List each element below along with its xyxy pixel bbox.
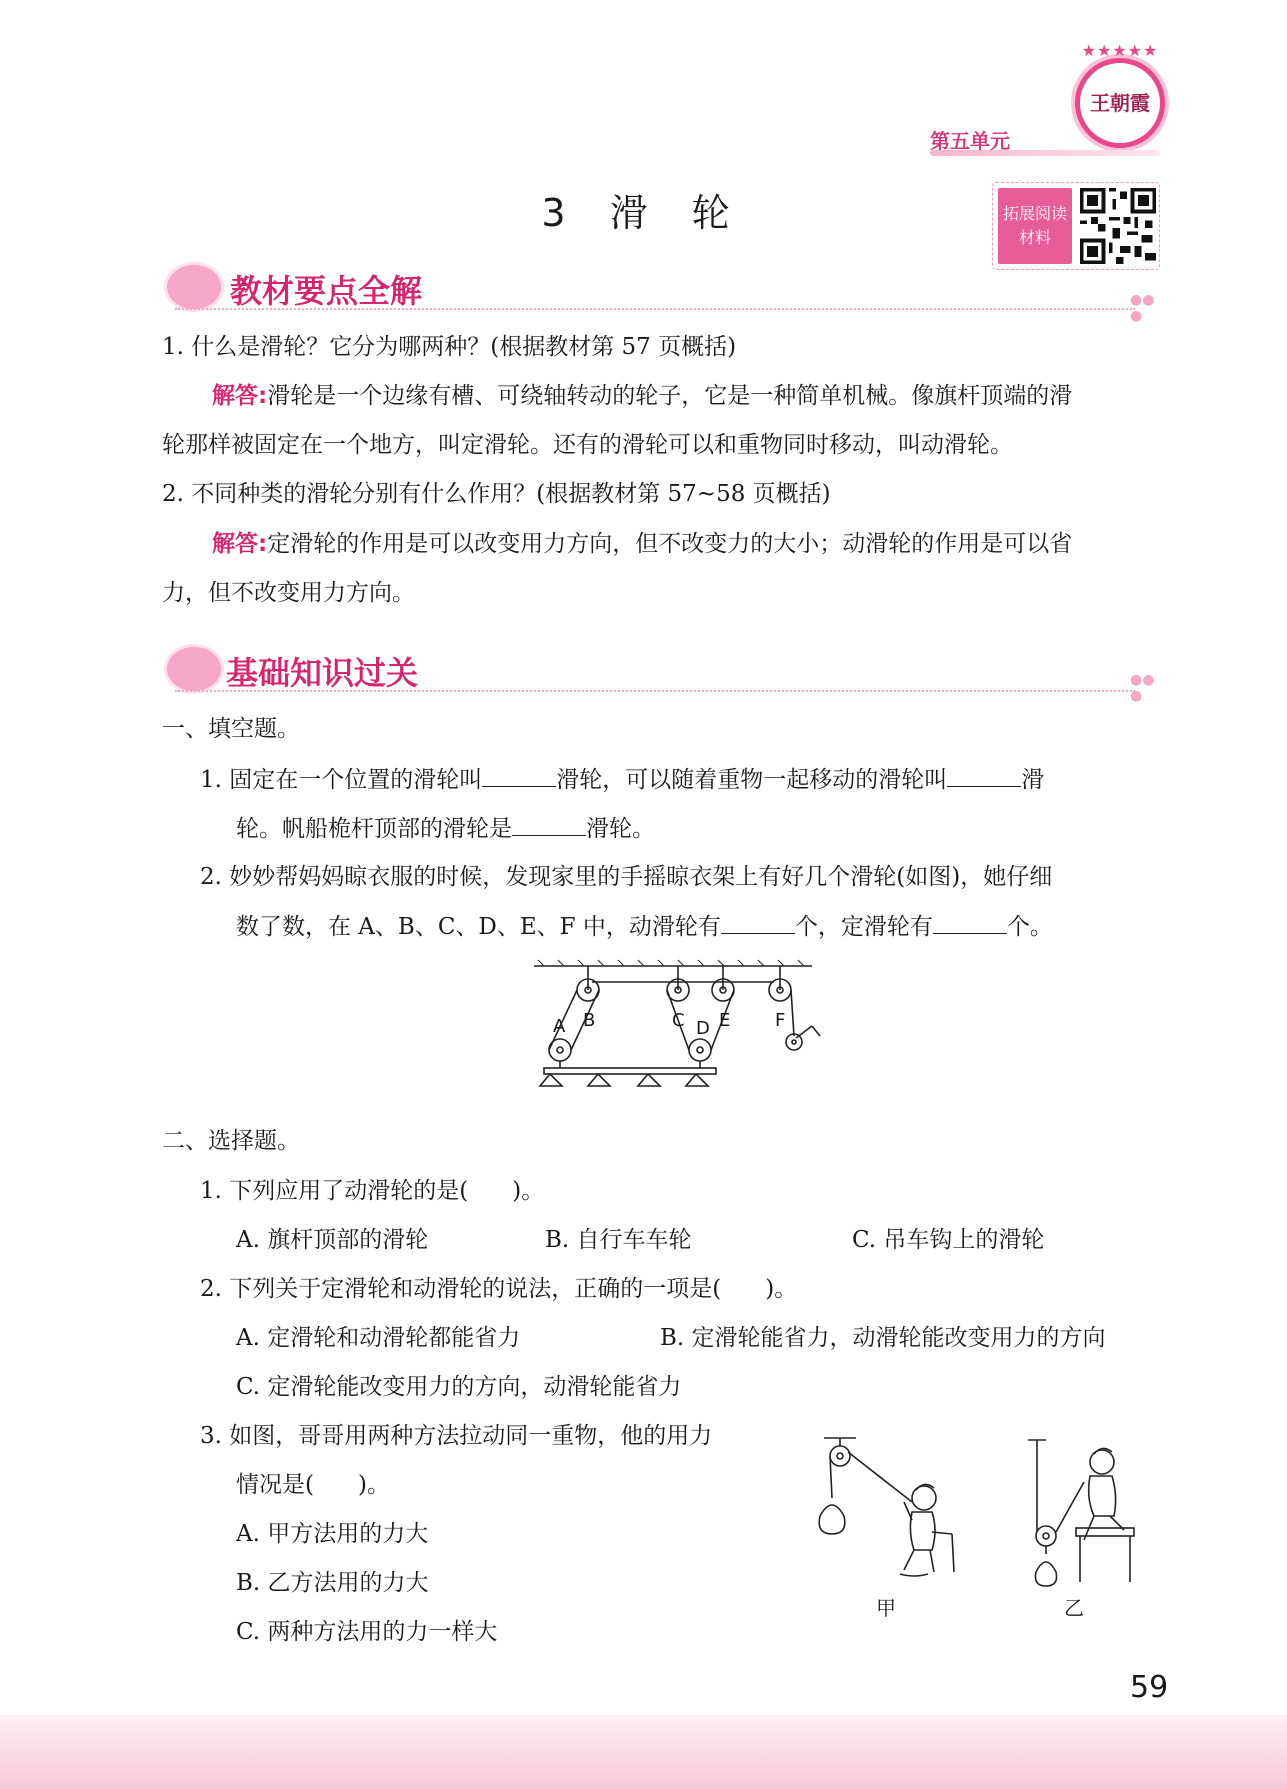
fill-2-line2 bbox=[236, 915, 1053, 939]
answer-blank[interactable] bbox=[933, 915, 1007, 934]
fill-1-text-d: 轮。帆船桅杆顶部的滑轮是 bbox=[236, 816, 512, 842]
choice-2-stem bbox=[200, 1278, 797, 1301]
section-student-icon bbox=[164, 644, 224, 694]
choice-3-option-a[interactable]: A. 甲方法用的力大 bbox=[236, 1521, 429, 1547]
figure-jia-fixed-pulley bbox=[812, 1432, 972, 1592]
answer-blank[interactable] bbox=[721, 915, 795, 934]
fill-1-text-e: 滑轮。 bbox=[586, 816, 655, 842]
choice-1-option-a[interactable]: A. 旗杆顶部的滑轮 bbox=[236, 1227, 429, 1253]
pulley-label-c: C bbox=[672, 1010, 685, 1031]
fill-2-text-c: 个。 bbox=[1006, 914, 1053, 940]
qr-label[interactable] bbox=[998, 188, 1072, 264]
pulley-label-f: F bbox=[775, 1010, 786, 1031]
choice-1-stem bbox=[200, 1180, 544, 1203]
choice-2-text-b: )。 bbox=[765, 1276, 798, 1302]
answer-1-line2: 轮那样被固定在一个地方，叫定滑轮。还有的滑轮可以和重物同时移动，叫动滑轮。 bbox=[162, 432, 1013, 458]
fill-2-text-a: 数了数，在 A、B、C、D、E、F 中，动滑轮有 bbox=[236, 914, 721, 940]
fill-1-line2 bbox=[236, 817, 655, 841]
question-2: 2. 不同种类的滑轮分别有什么作用？(根据教材第 57~58 页概括) bbox=[162, 481, 831, 507]
part1-heading: 一、填空题。 bbox=[162, 716, 300, 742]
fill-1-text-b: 滑轮，可以随着重物一起移动的滑轮叫 bbox=[556, 767, 948, 793]
choice-3-option-b[interactable]: B. 乙方法用的力大 bbox=[236, 1570, 429, 1596]
choice-2-option-a[interactable]: A. 定滑轮和动滑轮都能省力 bbox=[236, 1325, 521, 1351]
section2-dots: ●● ● bbox=[1130, 672, 1155, 704]
section1-divider bbox=[175, 308, 1135, 310]
choice-1-option-c[interactable]: C. 吊车钩上的滑轮 bbox=[852, 1227, 1045, 1253]
choice-1-option-b[interactable]: B. 自行车车轮 bbox=[545, 1227, 692, 1253]
choice-2-text-a: 2. 下列关于定滑轮和动滑轮的说法，正确的一项是( bbox=[200, 1276, 722, 1302]
pulley-label-b: B bbox=[583, 1010, 596, 1031]
question-1: 1. 什么是滑轮？它分为哪两种？(根据教材第 57 页概括) bbox=[162, 334, 737, 360]
answer-1-text: 滑轮是一个边缘有槽、可绕轴转动的轮子，它是一种简单机械。像旗杆顶端的滑 bbox=[267, 383, 1073, 409]
answer-1-line1 bbox=[212, 385, 1072, 408]
lesson-title: 3 滑 轮 bbox=[541, 191, 746, 235]
figure-yi-movable-pulley bbox=[1010, 1432, 1150, 1592]
part2-heading: 二、选择题。 bbox=[162, 1128, 300, 1154]
answer-2-line1 bbox=[212, 533, 1072, 556]
pulley-label-d: D bbox=[696, 1018, 710, 1039]
choice-1-text-a: 1. 下列应用了动滑轮的是( bbox=[200, 1178, 469, 1204]
choice-3-text-a: 情况是( bbox=[236, 1472, 314, 1498]
answer-label: 解答: bbox=[212, 531, 268, 557]
figure-label-yi: 乙 bbox=[1064, 1596, 1084, 1620]
qr-label-line1: 拓展阅读 bbox=[1002, 204, 1067, 223]
choice-3-text-b: )。 bbox=[357, 1472, 390, 1498]
brand-badge bbox=[1075, 41, 1165, 148]
pulley-label-a: A bbox=[553, 1016, 566, 1037]
fill-2-line1: 2. 妙妙帮妈妈晾衣服的时候，发现家里的手摇晾衣架上有好几个滑轮(如图)，她仔细 bbox=[200, 864, 1053, 890]
fill-2-text-b: 个，定滑轮有 bbox=[794, 914, 933, 940]
section2-divider bbox=[175, 690, 1135, 692]
section1-title: 教材要点全解 bbox=[230, 272, 423, 310]
choice-3-option-c[interactable]: C. 两种方法用的力一样大 bbox=[236, 1619, 498, 1645]
footer-band bbox=[0, 1715, 1287, 1789]
star-icons: ★★★★★ bbox=[1081, 41, 1159, 60]
pulley-label-e: E bbox=[719, 1010, 731, 1031]
choice-1-text-b: )。 bbox=[512, 1178, 545, 1204]
answer-blank[interactable] bbox=[512, 817, 586, 836]
answer-2-text: 定滑轮的作用是可以改变用力方向，但不改变力的大小；动滑轮的作用是可以省 bbox=[267, 531, 1073, 557]
brand-name: 王朝霞 bbox=[1090, 91, 1150, 115]
answer-label: 解答: bbox=[212, 383, 268, 409]
choice-3-stem-line1: 3. 如图，哥哥用两种方法拉动同一重物，他的用力 bbox=[200, 1423, 713, 1449]
choice-2-option-c[interactable]: C. 定滑轮能改变用力的方向，动滑轮能省力 bbox=[236, 1374, 682, 1400]
answer-blank[interactable] bbox=[482, 768, 556, 787]
choice-3-stem-line2 bbox=[236, 1474, 390, 1497]
answer-2-line2: 力，但不改变用力方向。 bbox=[162, 580, 415, 606]
section2-title: 基础知识过关 bbox=[226, 654, 419, 692]
figure-label-jia: 甲 bbox=[876, 1596, 896, 1620]
choice-2-option-b[interactable]: B. 定滑轮能省力，动滑轮能改变用力的方向 bbox=[660, 1325, 1106, 1351]
page-number: 59 bbox=[1130, 1670, 1169, 1705]
qr-code-icon[interactable] bbox=[1080, 188, 1156, 264]
fill-1-line1 bbox=[200, 768, 1044, 792]
answer-blank[interactable] bbox=[947, 768, 1021, 787]
section1-dots: ●● ● bbox=[1130, 292, 1155, 324]
qr-label-line2: 材料 bbox=[1018, 228, 1051, 247]
section-book-icon bbox=[164, 262, 224, 312]
unit-tag: 第五单元 bbox=[930, 129, 1010, 153]
fill-1-text-a: 1. 固定在一个位置的滑轮叫 bbox=[200, 767, 483, 793]
fill-1-text-c: 滑 bbox=[1021, 767, 1045, 793]
